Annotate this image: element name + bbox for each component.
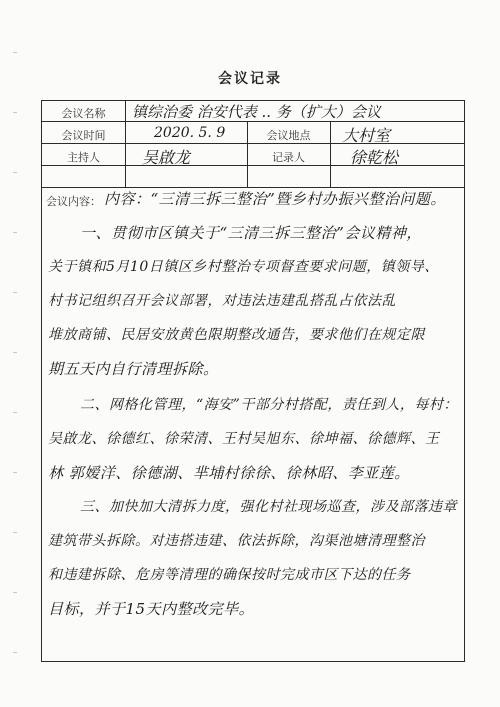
binding-margin [13, 0, 17, 707]
meeting-place-label: 会议地点 [266, 129, 311, 142]
meeting-name-value: 镇综治委 治安代表 .. 务（扩大）会议 [132, 103, 381, 121]
content-line: 关于镇和5月10日镇区乡村整治专项督查要求问题，镇领导、 [48, 259, 439, 275]
meeting-time-value: 2020. 5. 9 [154, 125, 226, 141]
content-line: 内容：“三清三拆三整治”暨乡村办振兴整治问题。 [104, 190, 446, 208]
content-line: 期五天内自行清理拆除。 [48, 360, 219, 378]
recorder-value: 徐乾松 [350, 148, 399, 167]
content-line: 吴啟龙、徐德红、徐荣清、王村吴旭东、徐坤福、徐德辉、王 [48, 431, 440, 447]
page-title: 会议记录 [218, 71, 282, 87]
content-line: 建筑带头拆除。对违搭违建、依法拆除，沟渠池塘清理整治 [48, 533, 425, 549]
content-line: 目标，并于15天内整改完毕。 [48, 600, 255, 618]
content-line: 一、贯彻市区镇关于“三清三拆三整治”会议精神， [80, 224, 422, 242]
host-label: 主持人 [67, 151, 100, 164]
content-line: 和违建拆除、危房等清理的确保按时完成市区下达的任务 [48, 567, 411, 583]
content-line: 二、网格化管理，“海安”干部分村搭配，责任到人，每村： [80, 397, 458, 413]
meeting-name-label: 会议名称 [61, 107, 106, 120]
recorder-label: 记录人 [272, 151, 305, 164]
content-line: 三、加快加大清拆力度，强化村社现场巡查，涉及部落违章 [80, 499, 457, 515]
meeting-content-label: 会议内容： [46, 195, 101, 208]
meeting-time-label: 会议时间 [61, 129, 106, 142]
content-line: 林 郭嫒洋、徐德湖、芈埔村徐徐、徐林昭、李亚莲。 [48, 464, 410, 482]
meeting-place-value: 大村室 [342, 126, 391, 145]
content-line: 堆放商铺、民居安放黄色限期整改通告，要求他们在规定限 [48, 327, 425, 343]
meeting-record-form [41, 100, 465, 662]
content-line: 村书记组织召开会议部署，对违法违建乱搭乱占依法乱 [48, 293, 396, 309]
host-value: 吴啟龙 [142, 148, 191, 167]
